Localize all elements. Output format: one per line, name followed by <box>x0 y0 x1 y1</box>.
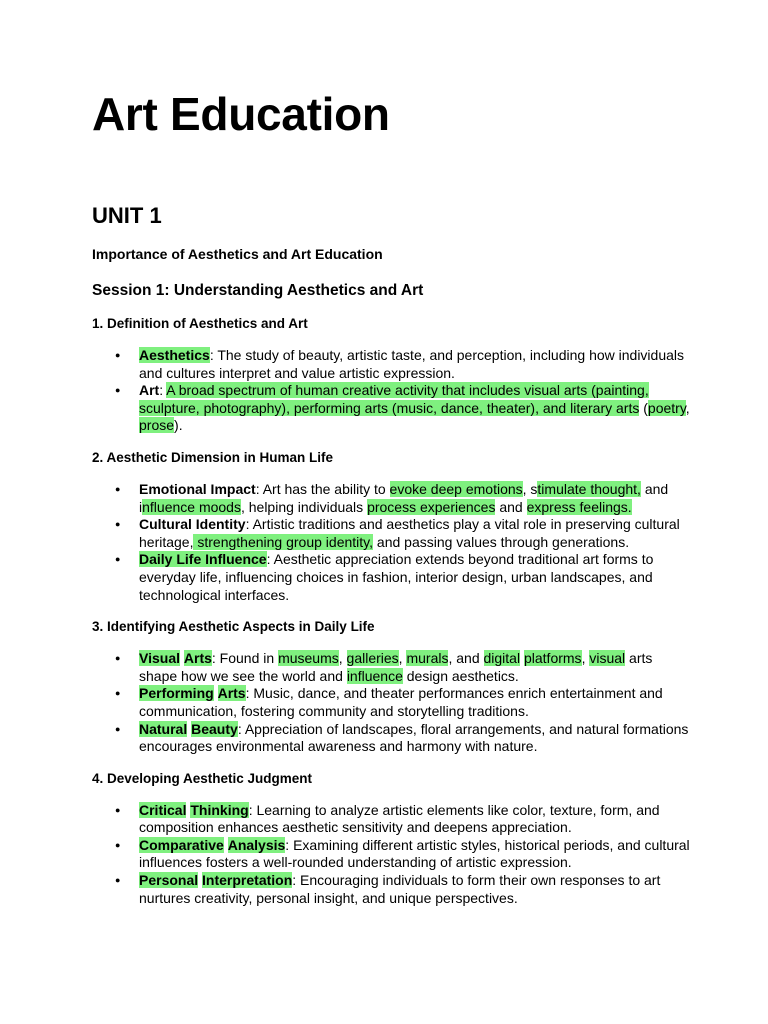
item-text: , s <box>522 480 538 497</box>
list-item <box>139 481 692 516</box>
list-item <box>139 837 692 872</box>
term: Emotional Impact <box>139 480 256 497</box>
highlighted-text: nfluence moods <box>142 498 241 515</box>
section-heading-aesthetic-judgment: 4. Developing Aesthetic Judgment <box>92 770 313 786</box>
highlighted-text: strengthening group identity, <box>193 533 374 550</box>
highlighted-text: evoke deep emotions <box>389 480 523 497</box>
item-text: : Artistic traditions and aesthetics play a vital role in preserving cultural heritage, <box>139 516 680 550</box>
highlighted-text: influence <box>346 667 403 684</box>
highlighted-text: galleries <box>346 650 399 667</box>
item-text: : Encouraging individuals to form their own responses to art nurtures creativity, personal insight, and unique perspectives. <box>139 872 661 906</box>
item-text: , and <box>448 650 484 667</box>
highlighted-text: A broad spectrum of human creative activity that includes visual arts (painting, sculpture, photography), performing arts (music, dance, theater), and literary arts <box>139 382 649 416</box>
item-text: and <box>495 498 527 515</box>
unit-subtitle: Importance of Aesthetics and Art Education <box>92 246 383 262</box>
item-text: , <box>338 650 347 667</box>
list-item <box>139 872 692 907</box>
highlighted-text: platforms <box>523 650 582 667</box>
term-highlighted: Critical <box>139 801 187 818</box>
highlighted-text: digital <box>483 650 521 667</box>
highlighted-text: timulate thought, <box>537 480 641 497</box>
section-heading-daily-life: 3. Identifying Aesthetic Aspects in Daily Life <box>92 619 375 635</box>
list-item <box>139 382 692 435</box>
item-text: ). <box>174 417 183 434</box>
document-title: Art Education <box>92 88 390 140</box>
item-text: : Art has the ability to <box>255 480 390 497</box>
highlighted-text: prose <box>139 417 175 434</box>
highlighted-text: process experiences <box>367 498 496 515</box>
list-item <box>139 551 692 604</box>
highlighted-text: express feelings. <box>526 498 632 515</box>
term-highlighted: Performing <box>139 685 214 702</box>
item-text: , <box>685 399 690 416</box>
term-highlighted: Natural <box>139 720 188 737</box>
section-heading-aesthetic-dimension: 2. Aesthetic Dimension in Human Life <box>92 449 334 465</box>
document-body <box>92 315 692 907</box>
item-text: : Examining different artistic styles, historical periods, and cultural influences fosters a well-rounded understanding of artistic expression. <box>139 836 690 871</box>
item-text: : Found in <box>211 650 279 667</box>
term-highlighted: Interpretation <box>202 872 293 889</box>
item-text: , <box>398 650 407 667</box>
item-text: and passing values through generations. <box>373 533 630 550</box>
section-heading-definition: 1. Definition of Aesthetics and Art <box>92 316 308 331</box>
list-item <box>139 347 692 382</box>
item-text: design aesthetics. <box>402 667 519 684</box>
highlighted-text: poetry <box>647 399 686 416</box>
unit-heading: UNIT 1 <box>92 203 162 228</box>
bullet-list-aesthetic-judgment <box>92 802 692 908</box>
list-item <box>139 721 692 756</box>
item-text: : Learning to analyze artistic elements like color, texture, form, and composition enhances aesthetic sensitivity and deepens appreciation. <box>139 801 660 836</box>
list-item <box>139 802 692 837</box>
item-text: ( <box>639 399 648 416</box>
item-text: : Appreciation of landscapes, floral arrangements, and natural formations encourages environmental awareness and harmony with nature. <box>139 720 689 755</box>
item-text: : The study of beauty, artistic taste, and perception, including how individuals and cultures interpret and value artistic expression. <box>139 347 685 381</box>
term-highlighted: Visual <box>139 650 180 667</box>
bullet-list-definition <box>92 347 692 435</box>
item-text: : Aesthetic appreciation extends beyond traditional art forms to everyday life, influencing choices in fashion, interior design, urban landscapes, and technological interfaces. <box>139 551 654 603</box>
term: Art <box>139 382 160 399</box>
term-highlighted: Personal <box>139 872 199 889</box>
item-text: arts shape how we see the world and <box>139 650 653 684</box>
item-text: and i <box>139 480 669 515</box>
bullet-list-aesthetic-dimension <box>92 481 692 604</box>
term-highlighted: Comparative <box>139 836 224 853</box>
term: Cultural Identity <box>139 516 246 533</box>
bullet-list-daily-life <box>92 650 692 756</box>
term-highlighted: Analysis <box>227 836 286 853</box>
session-heading: Session 1: Understanding Aesthetics and Art <box>92 282 424 299</box>
list-item <box>139 685 692 720</box>
highlighted-text: murals <box>406 650 449 667</box>
item-text: , <box>581 650 590 667</box>
term-highlighted: Thinking <box>190 801 249 818</box>
item-text: : <box>159 382 167 399</box>
list-item <box>139 516 692 551</box>
term-highlighted: Beauty <box>191 720 238 737</box>
term-highlighted: Arts <box>183 650 212 667</box>
highlighted-text: visual <box>589 650 626 667</box>
term-highlighted: Arts <box>217 685 246 702</box>
term-highlighted: Aesthetics <box>139 347 210 363</box>
highlighted-text: museums <box>278 650 339 667</box>
term-highlighted: Daily Life Influence <box>139 551 267 568</box>
list-item <box>139 650 692 685</box>
item-text: , helping individuals <box>240 498 368 515</box>
item-text: : Music, dance, and theater performances enrich entertainment and communication, fostering community and storytelling traditions. <box>139 685 663 719</box>
